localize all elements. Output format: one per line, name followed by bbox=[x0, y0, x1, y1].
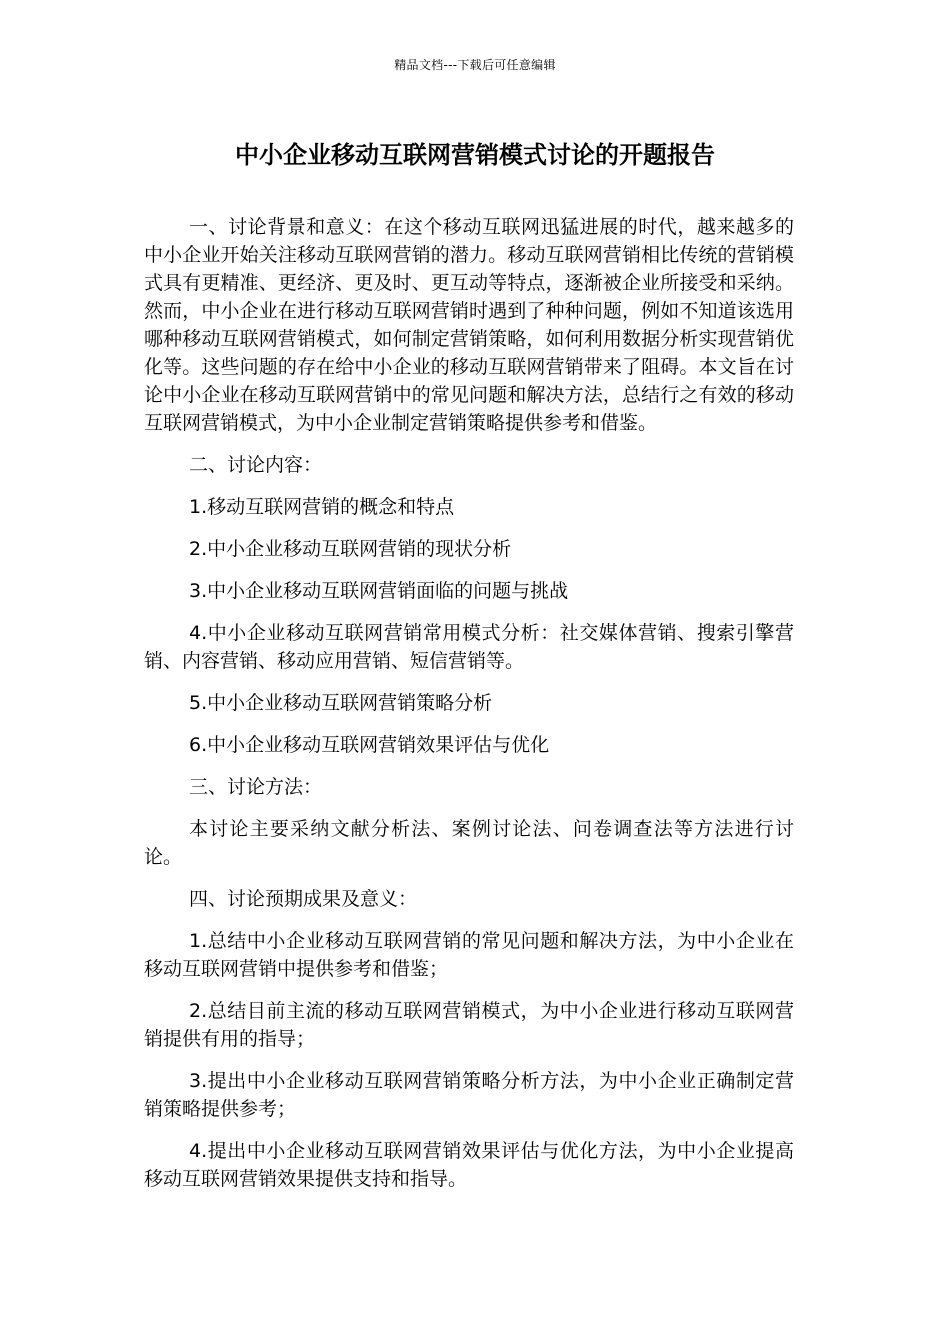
content-item: 3.中小企业移动互联网营销面临的问题与挑战 bbox=[189, 580, 569, 602]
content-item: 5.中小企业移动互联网营销策略分析 bbox=[189, 692, 493, 714]
document-body bbox=[144, 213, 794, 1207]
section-method-heading: 三、讨论方法： bbox=[189, 776, 323, 798]
section-background-paragraph: 一、讨论背景和意义：在这个移动互联网迅猛进展的时代，越来越多的中小企业开始关注移动互联网营销的潜力。移动互联网营销相比传统的营销模式具有更精准、更经济、更及时、更互动等特点，逐渐被企业所接受和采纳。然而，中小企业在进行移动互联网营销时遇到了种种问题，例如不知道该选用哪种移动互联网营销模式，如何制定营销策略，如何利用数据分析实现营销优化等。这些问题的存在给中小企业的移动互联网营销带来了阻碍。本文旨在讨论中小企业在移动互联网营销中的常见问题和解决方法，总结行之有效的移动互联网营销模式，为中小企业制定营销策略提供参考和借鉴。 bbox=[144, 216, 794, 434]
content-item: 4.中小企业移动互联网营销常用模式分析：社交媒体营销、搜索引擎营销、内容营销、移动应用营销、短信营销等。 bbox=[144, 622, 794, 672]
outcome-item: 2.总结目前主流的移动互联网营销模式，为中小企业进行移动互联网营销提供有用的指导； bbox=[144, 1000, 794, 1050]
document-title: 中小企业移动互联网营销模式讨论的开题报告 bbox=[235, 141, 715, 169]
content-item: 6.中小企业移动互联网营销效果评估与优化 bbox=[189, 734, 550, 756]
outcome-item: 3.提出中小企业移动互联网营销策略分析方法，为中小企业正确制定营销策略提供参考； bbox=[144, 1070, 794, 1120]
header-note: 精品文档---下载后可任意编辑 bbox=[394, 58, 556, 72]
outcome-item: 4.提出中小企业移动互联网营销效果评估与优化方法，为中小企业提高移动互联网营销效果提供支持和指导。 bbox=[144, 1140, 794, 1190]
method-paragraph: 本讨论主要采纳文献分析法、案例讨论法、问卷调查法等方法进行讨论。 bbox=[144, 818, 794, 868]
section-content-heading: 二、讨论内容： bbox=[189, 454, 323, 476]
outcome-item: 1.总结中小企业移动互联网营销的常见问题和解决方法，为中小企业在移动互联网营销中提供参考和借鉴； bbox=[144, 930, 794, 980]
content-item: 2.中小企业移动互联网营销的现状分析 bbox=[189, 538, 512, 560]
content-item: 1.移动互联网营销的概念和特点 bbox=[189, 496, 455, 518]
section-outcome-heading: 四、讨论预期成果及意义： bbox=[189, 888, 418, 910]
